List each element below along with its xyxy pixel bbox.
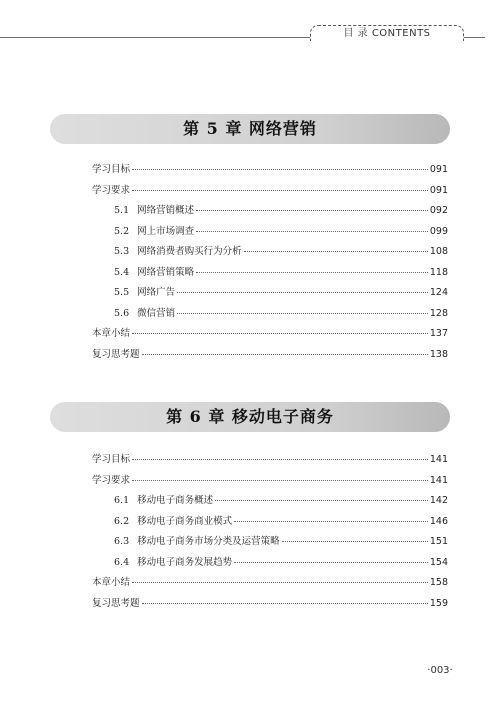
- toc-leader-dots: [132, 169, 428, 170]
- toc-leader-dots: [142, 354, 428, 355]
- toc-entry[interactable]: [92, 223, 448, 244]
- toc-entry-text: 微信营销: [137, 307, 176, 319]
- toc-page-number: 108: [429, 246, 448, 257]
- toc-page-number: 158: [429, 577, 448, 588]
- toc-page-number: 092: [429, 205, 448, 216]
- toc-entry[interactable]: [92, 264, 448, 285]
- toc-entry-label: [92, 182, 130, 196]
- toc-page-number: 118: [429, 266, 448, 278]
- toc-leader-dots: [234, 521, 428, 522]
- toc-leader-dots: [196, 231, 428, 232]
- page-number: · 003 ·: [420, 665, 460, 679]
- toc-leader-dots: [177, 292, 428, 293]
- toc-page-number: 091: [429, 164, 448, 175]
- toc-leader-dots: [132, 333, 428, 334]
- toc-entry[interactable]: [92, 533, 448, 554]
- toc-entry-label: [114, 305, 175, 319]
- toc-entry-label: [114, 492, 213, 506]
- toc-page-number: 091: [429, 184, 448, 196]
- toc-section-number: 6.4: [114, 556, 130, 568]
- toc-entry-label: [92, 346, 140, 360]
- toc-section-number: 5.2: [114, 225, 130, 237]
- toc-entry-label: [92, 472, 130, 486]
- toc-entry[interactable]: [92, 243, 448, 264]
- toc-entry-label: [114, 554, 232, 568]
- toc-entry-label: [92, 595, 140, 609]
- toc-page-number: 128: [429, 307, 448, 319]
- toc-page-number: 154: [429, 556, 448, 568]
- toc-entry-text: 学习要求: [92, 184, 131, 196]
- toc-leader-dots: [196, 210, 428, 211]
- toc-leader-dots: [177, 313, 428, 314]
- toc-entry-label: [114, 264, 194, 278]
- toc-leader-dots: [132, 190, 428, 191]
- toc-entry[interactable]: [92, 325, 448, 346]
- toc-section-number: 6.3: [114, 536, 130, 547]
- toc-page-number: 151: [429, 536, 448, 547]
- toc-section-number: 5.6: [114, 307, 130, 319]
- toc-leader-dots: [132, 480, 428, 481]
- toc-entry-text: 复习思考题: [92, 597, 140, 609]
- toc-entry[interactable]: [92, 182, 448, 203]
- toc-page-number: 137: [429, 328, 448, 339]
- toc-entry-text: 网络广告: [137, 287, 176, 298]
- toc-entry[interactable]: [92, 574, 448, 595]
- toc-leader-dots: [244, 251, 428, 252]
- toc-entry-label: [114, 284, 175, 298]
- toc-page-number: 124: [429, 287, 448, 298]
- toc-entry[interactable]: [92, 472, 448, 493]
- toc-entry-text: 学习目标: [92, 454, 131, 465]
- toc-entry-text: 本章小结: [92, 328, 131, 339]
- toc-entry-label: [114, 223, 194, 237]
- toc-entry[interactable]: [92, 284, 448, 305]
- toc-entry[interactable]: [92, 595, 448, 616]
- toc-entry-label: [114, 202, 194, 216]
- toc-entry[interactable]: [92, 346, 448, 367]
- toc-entry-text: 移动电子商务商业模式: [137, 515, 233, 527]
- toc-entry-text: 移动电子商务市场分类及运营策略: [137, 536, 280, 547]
- toc-leader-dots: [215, 500, 428, 501]
- toc-entry-text: 学习目标: [92, 164, 131, 175]
- toc-entry[interactable]: [92, 305, 448, 326]
- toc-page-number: 142: [429, 495, 448, 506]
- toc-page-number: 138: [429, 348, 448, 360]
- toc-leader-dots: [132, 459, 428, 460]
- toc-page-number: 141: [429, 454, 448, 465]
- toc-entry-label: [92, 451, 130, 465]
- chapter-6-title: 第 6 章 移动电子商务: [166, 407, 334, 426]
- toc-entry-text: 移动电子商务概述: [137, 495, 214, 506]
- toc-entry[interactable]: [92, 202, 448, 223]
- toc-leader-dots: [196, 272, 428, 273]
- toc-entry-label: [114, 513, 232, 527]
- toc-entry-text: 移动电子商务发展趋势: [137, 556, 233, 568]
- toc-entry-text: 网络营销概述: [137, 205, 195, 216]
- toc-entry-text: 本章小结: [92, 577, 131, 588]
- toc-entry-label: [92, 161, 130, 175]
- chapter-6-toc: [92, 451, 448, 615]
- toc-entry-label: [114, 533, 280, 547]
- chapter-5-banner: [50, 114, 450, 144]
- chapter-5-title: 第 5 章 网络营销: [183, 119, 317, 138]
- toc-section-number: 5.5: [114, 287, 130, 298]
- toc-leader-dots: [234, 562, 428, 563]
- toc-section-number: 5.3: [114, 246, 130, 257]
- toc-leader-dots: [142, 603, 428, 604]
- toc-section-number: 6.2: [114, 515, 130, 527]
- toc-page-number: 146: [429, 515, 448, 527]
- toc-leader-dots: [282, 541, 428, 542]
- chapter-5-toc: [92, 161, 448, 366]
- contents-header-tab: 目 录 CONTENTS: [310, 25, 464, 41]
- toc-page-number: 141: [429, 474, 448, 486]
- toc-entry-text: 学习要求: [92, 474, 131, 486]
- toc-page-number: 099: [429, 225, 448, 237]
- toc-entry-text: 网上市场调查: [137, 225, 195, 237]
- toc-page-number: 159: [429, 597, 448, 609]
- toc-entry-label: [92, 325, 130, 339]
- toc-entry-text: 网络营销策略: [137, 266, 195, 278]
- toc-entry-label: [92, 574, 130, 588]
- toc-entry[interactable]: [92, 161, 448, 182]
- toc-entry-text: 复习思考题: [92, 348, 140, 360]
- toc-section-number: 6.1: [114, 495, 130, 506]
- toc-entry-text: 网络消费者购买行为分析: [137, 246, 242, 257]
- toc-entry[interactable]: [92, 492, 448, 513]
- toc-entry[interactable]: [92, 554, 448, 575]
- toc-entry[interactable]: [92, 513, 448, 534]
- toc-section-number: 5.4: [114, 266, 130, 278]
- chapter-6-banner: [50, 402, 450, 432]
- toc-leader-dots: [132, 582, 428, 583]
- toc-entry-label: [114, 243, 242, 257]
- toc-section-number: 5.1: [114, 205, 130, 216]
- toc-entry[interactable]: [92, 451, 448, 472]
